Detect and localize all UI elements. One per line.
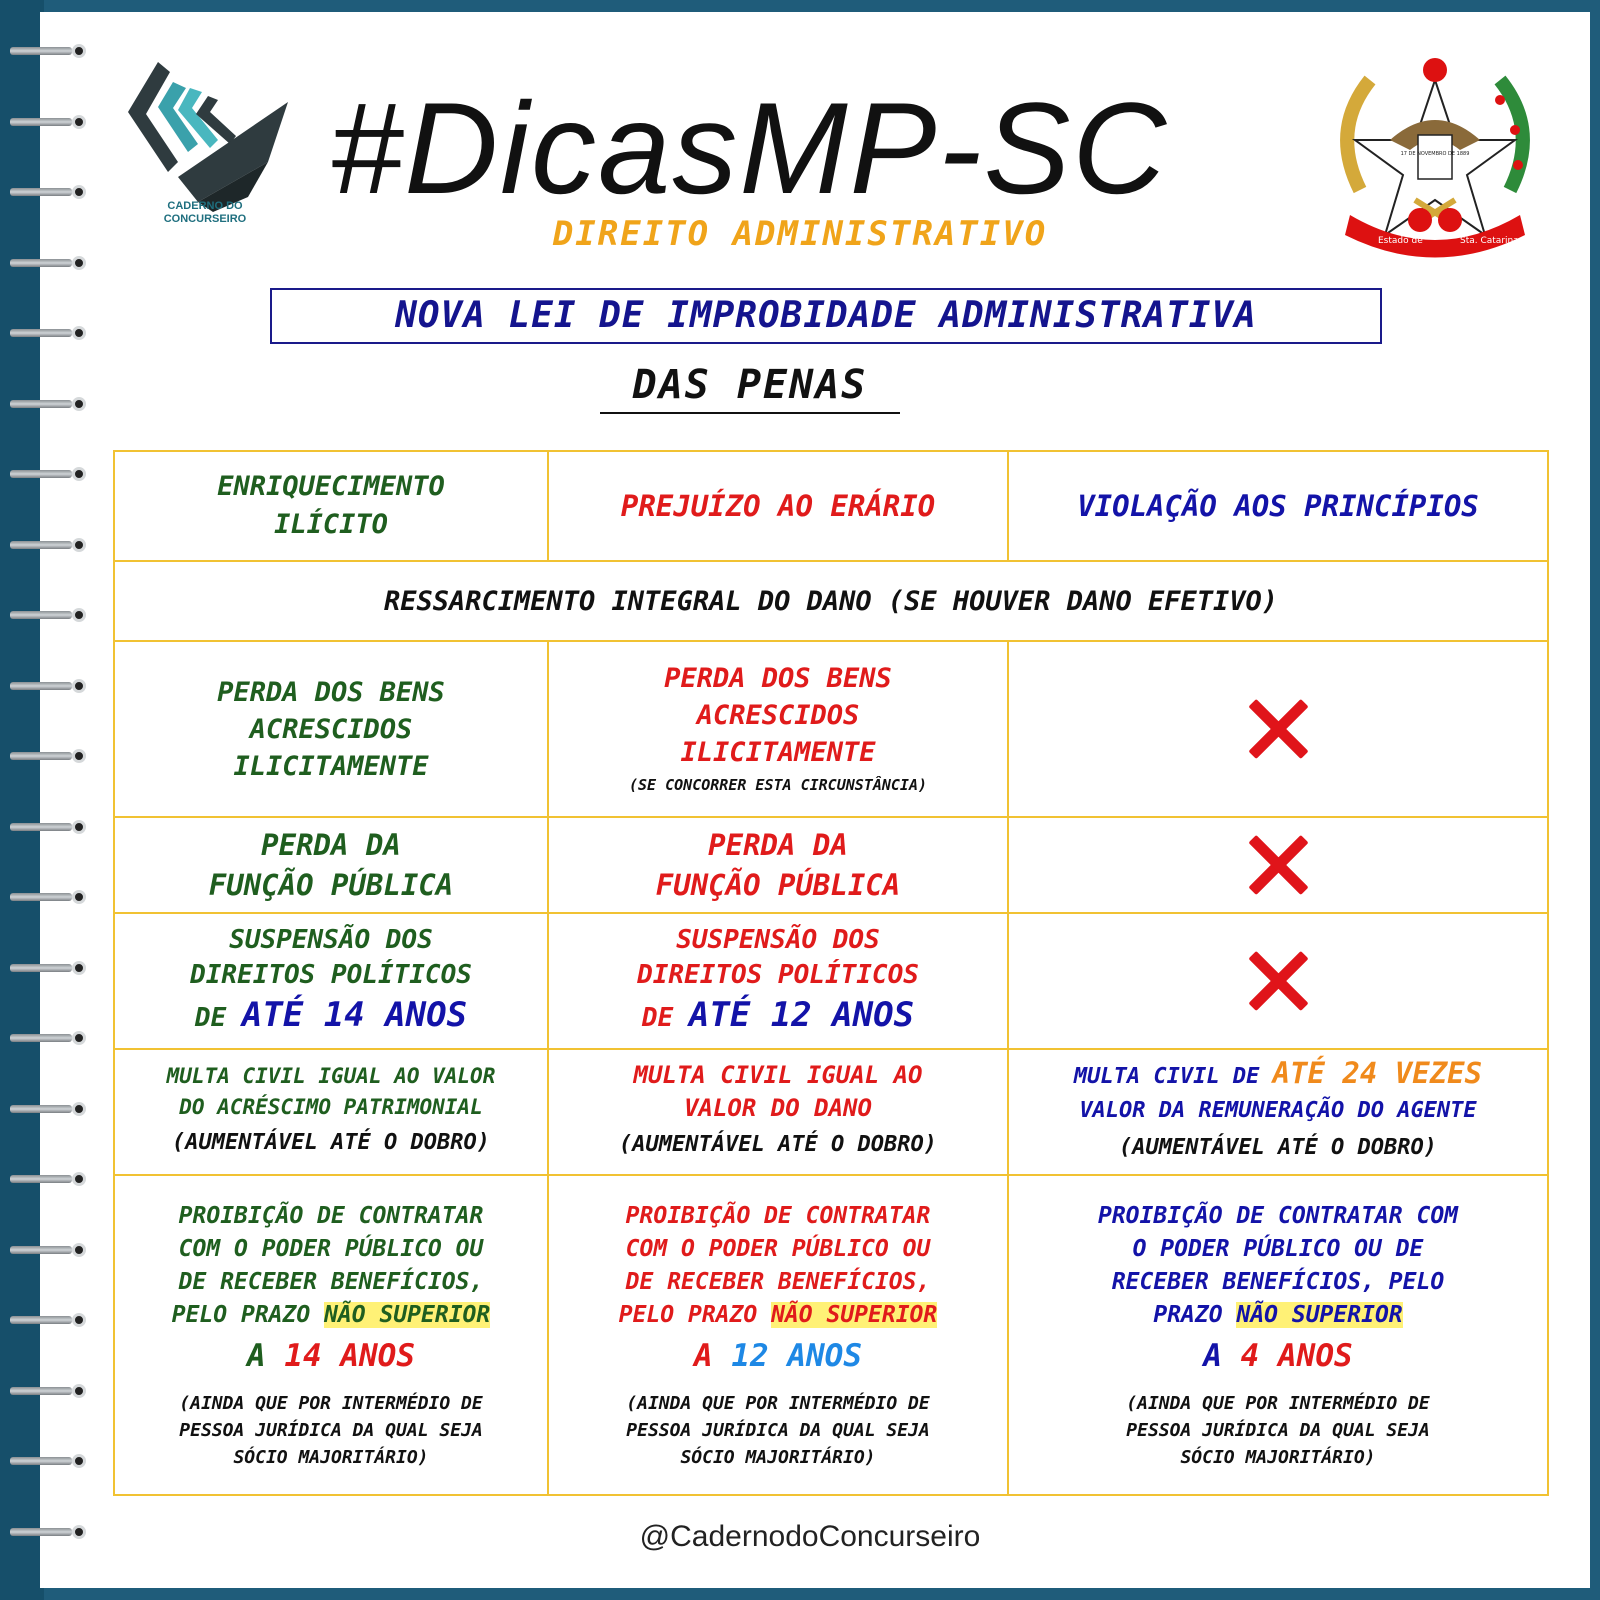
cell-line: MULTA CIVIL IGUAL AO [633,1061,923,1089]
spiral-ring-icon [10,890,80,904]
page-subtitle: DIREITO ADMINISTRATIVO [552,214,1048,254]
note-line: (AINDA QUE POR INTERMÉDIO DE [179,1392,483,1414]
note-line: PESSOA JURÍDICA DA QUAL SEJA [179,1419,483,1441]
spiral-ring-icon [10,749,80,763]
cell-line: PROIBIÇÃO DE CONTRATAR [178,1202,484,1229]
spiral-ring-icon [10,1031,80,1045]
duration-text: 12 ANOS [731,1337,862,1374]
note-line: SÓCIO MAJORITÁRIO) [1180,1446,1376,1468]
x-mark-icon [1247,698,1309,760]
cell-line: ACRESCIDOS [249,713,413,745]
de-text: DE [194,1002,227,1033]
spiral-ring-icon [10,44,80,58]
spiral-ring-icon [10,1525,80,1539]
cell-line: PROIBIÇÃO DE CONTRATAR COM [1097,1202,1459,1229]
row-ressarcimento [115,562,1547,640]
header-violacao-principios [1009,452,1547,560]
a-text: A [1203,1337,1222,1374]
cell-suspensao-prejuizo [549,914,1007,1048]
cell-proibicao-enriquecimento [115,1176,547,1494]
cell-line [172,1299,491,1332]
cell-line: SUSPENSÃO DOS [229,924,433,955]
spiral-ring-icon [10,1454,80,1468]
penalties-table [113,450,1549,1496]
cell-line: PERDA DOS BENS [664,662,892,694]
cell-line: PERDA DOS BENS [217,676,445,708]
cell-line: DO ACRÉSCIMO PATRIMONIAL [179,1095,483,1119]
page-title: #DicasMP-SC [330,75,1169,221]
cell-perda-funcao-enriquecimento [115,818,547,912]
header-label: PREJUÍZO AO ERÁRIO [620,489,936,523]
cell-perda-bens-enriquecimento [115,642,547,816]
prazo-text: PRAZO [1153,1301,1223,1328]
cell-line: PERDA DA [261,828,401,862]
cell-line: FUNÇÃO PÚBLICA [208,868,454,902]
multa-times: ATÉ 24 VEZES [1272,1056,1483,1090]
cell-line: ILICITAMENTE [233,750,429,782]
cell-note: (SE CONCORRER ESTA CIRCUNSTÂNCIA) [628,775,927,794]
x-mark-icon [1247,950,1309,1012]
note-line: SÓCIO MAJORITÁRIO) [233,1446,429,1468]
cell-line [195,993,467,1040]
highlighted-text: NÃO SUPERIOR [771,1301,938,1328]
spiral-ring-icon [10,538,80,552]
footer-handle: @CadernodoConcurseiro [639,1520,981,1553]
seal-text-right: Sta. Catarina [1460,236,1519,246]
duration-text: ATÉ 12 ANOS [688,994,915,1035]
cell-proibicao-violacao [1009,1176,1547,1494]
notebook-spine [0,0,44,1600]
cell-suspensao-enriquecimento [115,914,547,1048]
spiral-ring-icon [10,185,80,199]
cell-line: MULTA CIVIL IGUAL AO VALOR [166,1064,496,1088]
note-line: PESSOA JURÍDICA DA QUAL SEJA [1126,1419,1430,1441]
cell-line: PROIBIÇÃO DE CONTRATAR [625,1202,931,1229]
cell-line [1153,1299,1402,1332]
law-title-box: NOVA LEI DE IMPROBIDADE ADMINISTRATIVA [270,288,1382,344]
spiral-ring-icon [10,1243,80,1257]
ressarcimento-text: RESSARCIMENTO INTEGRAL DO DANO (SE HOUVER DANO EFETIVO) [383,585,1279,617]
cell-perda-funcao-violacao [1009,818,1547,912]
x-mark-icon [1247,834,1309,896]
cell-multa-enriquecimento [115,1050,547,1174]
note-line: (AINDA QUE POR INTERMÉDIO DE [1126,1392,1430,1414]
cell-line: ACRESCIDOS [696,699,860,731]
cell-note: (AUMENTÁVEL ATÉ O DOBRO) [172,1130,490,1155]
cell-proibicao-prejuizo [549,1176,1007,1494]
cell-note: (AUMENTÁVEL ATÉ O DOBRO) [1119,1135,1437,1160]
note-line: (AINDA QUE POR INTERMÉDIO DE [626,1392,930,1414]
section-title: DAS PENAS [600,362,900,414]
highlighted-text: NÃO SUPERIOR [324,1301,491,1328]
spiral-ring-icon [10,961,80,975]
cell-line [1074,1056,1482,1094]
spiral-ring-icon [10,820,80,834]
cell-multa-violacao [1009,1050,1547,1174]
cell-line: SUSPENSÃO DOS [676,924,880,955]
spiral-ring-icon [10,397,80,411]
highlighted-text: NÃO SUPERIOR [1236,1301,1403,1328]
cell-line [1203,1332,1352,1380]
duration-text: ATÉ 14 ANOS [241,994,468,1035]
seal-text-left: Estado de [1378,236,1423,246]
header-line: ILÍCITO [274,509,388,540]
seal-date: 17 DE NOVEMBRO DE 1889 [1400,151,1470,157]
cell-perda-bens-violacao [1009,642,1547,816]
note-line: SÓCIO MAJORITÁRIO) [680,1446,876,1468]
cell-line: FUNÇÃO PÚBLICA [655,868,901,902]
cell-line: DIREITOS POLÍTICOS [637,959,919,990]
header-prejuizo-erario [549,452,1007,560]
cell-line: RECEBER BENEFÍCIOS, PELO [1111,1268,1445,1295]
cell-multa-prejuizo [549,1050,1007,1174]
cell-line: VALOR DA REMUNERAÇÃO DO AGENTE [1079,1098,1477,1123]
cell-line: ILICITAMENTE [680,736,876,768]
spiral-ring-icon [10,326,80,340]
cell-line [694,1332,862,1380]
spiral-ring-icon [10,679,80,693]
cell-line: PERDA DA [708,828,848,862]
a-text: A [247,1337,266,1374]
header-line: ENRIQUECIMENTO [217,471,445,502]
spiral-ring-icon [10,467,80,481]
multa-prefix: MULTA CIVIL DE [1073,1064,1260,1089]
header-enriquecimento-ilicito [115,452,547,560]
note-line: PESSOA JURÍDICA DA QUAL SEJA [626,1419,930,1441]
header-label: VIOLAÇÃO AOS PRINCÍPIOS [1077,489,1479,523]
cell-line: DIREITOS POLÍTICOS [190,959,472,990]
spiral-ring-icon [10,115,80,129]
cell-perda-bens-prejuizo [549,642,1007,816]
cell-line [619,1299,938,1332]
spiral-ring-icon [10,1384,80,1398]
cell-note: (AUMENTÁVEL ATÉ O DOBRO) [619,1132,937,1157]
cell-suspensao-violacao [1009,914,1547,1048]
spiral-ring-icon [10,1172,80,1186]
cell-line [247,1332,415,1380]
cell-note [1126,1390,1429,1471]
spiral-ring-icon [10,608,80,622]
a-text: A [694,1337,713,1374]
spiral-ring-icon [10,1102,80,1116]
spiral-ring-icon [10,256,80,270]
prazo-text: PELO PRAZO [171,1301,311,1328]
cell-line: DE RECEBER BENEFÍCIOS, [625,1268,931,1295]
duration-text: 4 ANOS [1240,1337,1353,1374]
cell-perda-funcao-prejuizo [549,818,1007,912]
prazo-text: PELO PRAZO [618,1301,758,1328]
cell-line: COM O PODER PÚBLICO OU [178,1235,484,1262]
cell-line: COM O PODER PÚBLICO OU [625,1235,931,1262]
cell-note [626,1390,929,1471]
cell-line [642,993,914,1040]
spiral-ring-icon [10,1313,80,1327]
duration-text: 14 ANOS [284,1337,415,1374]
cell-note [179,1390,482,1471]
cell-line: DE RECEBER BENEFÍCIOS, [178,1268,484,1295]
logo-text: CADERNO DO CONCURSEIRO [163,200,247,225]
frame-bottom [0,1586,1600,1600]
cell-line: O PODER PÚBLICO OU DE [1132,1235,1424,1262]
cell-line: VALOR DO DANO [684,1094,872,1122]
de-text: DE [641,1002,674,1033]
santa-catarina-seal-icon [1320,40,1550,270]
